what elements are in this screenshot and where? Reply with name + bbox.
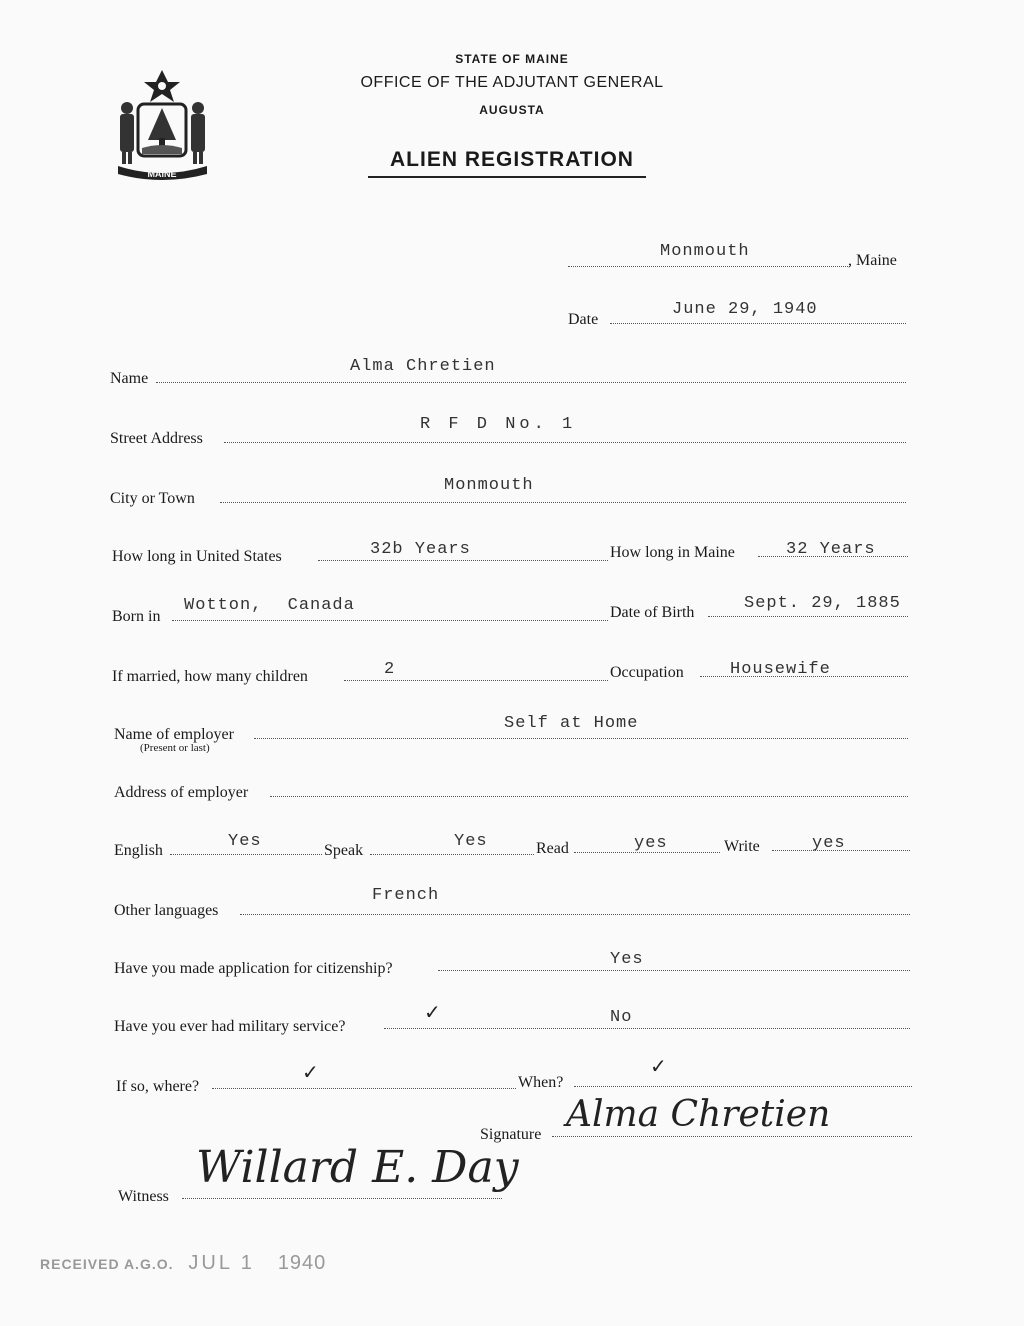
employer-label: Name of employer xyxy=(114,726,234,743)
where-label: If so, where? xyxy=(116,1078,200,1095)
how-long-maine-value: 32 Years xyxy=(786,540,876,559)
write-label: Write xyxy=(724,838,760,855)
when-check-icon: ✓ xyxy=(650,1054,667,1078)
military-label: Have you ever had military service? xyxy=(114,1018,346,1035)
military-value: No xyxy=(610,1008,633,1027)
stamp-text: RECEIVED A.G.O. xyxy=(40,1256,174,1272)
svg-text:MAINE: MAINE xyxy=(147,169,177,179)
speak-value: Yes xyxy=(454,832,488,851)
other-languages-label: Other languages xyxy=(114,902,219,919)
citizenship-label: Have you made application for citizenship? xyxy=(114,960,393,977)
street-value: R F D No. 1 xyxy=(420,415,577,434)
employer-address-label: Address of employer xyxy=(114,784,249,801)
children-value: 2 xyxy=(384,660,396,679)
where-check-icon: ✓ xyxy=(302,1060,319,1084)
stamp-date: JUL 1 xyxy=(188,1252,255,1274)
military-check-icon: ✓ xyxy=(424,1000,441,1024)
title-underline xyxy=(368,176,646,178)
occupation-label: Occupation xyxy=(610,664,684,681)
name-value: Alma Chretien xyxy=(350,357,496,376)
received-stamp xyxy=(40,1252,326,1275)
children-label: If married, how many children xyxy=(112,668,308,685)
signature-value: Alma Chretien xyxy=(566,1094,831,1135)
read-value: yes xyxy=(634,834,668,853)
town-value: Monmouth xyxy=(660,242,750,261)
street-label: Street Address xyxy=(110,430,203,447)
date-value: June 29, 1940 xyxy=(672,300,818,319)
how-long-us-label: How long in United States xyxy=(112,548,282,565)
date-label: Date xyxy=(568,311,599,328)
english-label: English xyxy=(114,842,163,859)
born-in-label: Born in xyxy=(112,608,161,625)
header-office: OFFICE OF THE ADJUTANT GENERAL xyxy=(360,74,664,91)
write-value: yes xyxy=(812,834,846,853)
how-long-us-value: 32b Years xyxy=(370,540,471,559)
header-city: AUGUSTA xyxy=(479,103,545,117)
form-title: ALIEN REGISTRATION xyxy=(390,148,634,171)
citizenship-value: Yes xyxy=(610,950,644,969)
how-long-maine-label: How long in Maine xyxy=(610,544,735,561)
witness-label: Witness xyxy=(118,1188,169,1205)
city-label: City or Town xyxy=(110,490,195,507)
english-value: Yes xyxy=(228,832,262,851)
witness-value: Willard E. Day xyxy=(196,1142,519,1193)
stamp-year: 1940 xyxy=(277,1252,327,1274)
signature-label: Signature xyxy=(480,1126,542,1143)
speak-label: Speak xyxy=(324,842,364,859)
employer-value: Self at Home xyxy=(504,714,639,733)
occupation-value: Housewife xyxy=(730,660,831,679)
employer-sublabel: (Present or last) xyxy=(140,742,210,754)
state-label: , Maine xyxy=(848,252,897,269)
other-languages-value: French xyxy=(372,886,440,905)
city-value: Monmouth xyxy=(444,476,534,495)
when-label: When? xyxy=(518,1074,564,1091)
dob-label: Date of Birth xyxy=(610,604,695,621)
born-in-value: Wotton, Canada xyxy=(184,596,355,615)
dob-value: Sept. 29, 1885 xyxy=(744,594,901,613)
read-label: Read xyxy=(536,840,569,857)
name-label: Name xyxy=(110,370,149,387)
header-state: STATE OF MAINE xyxy=(455,52,569,66)
